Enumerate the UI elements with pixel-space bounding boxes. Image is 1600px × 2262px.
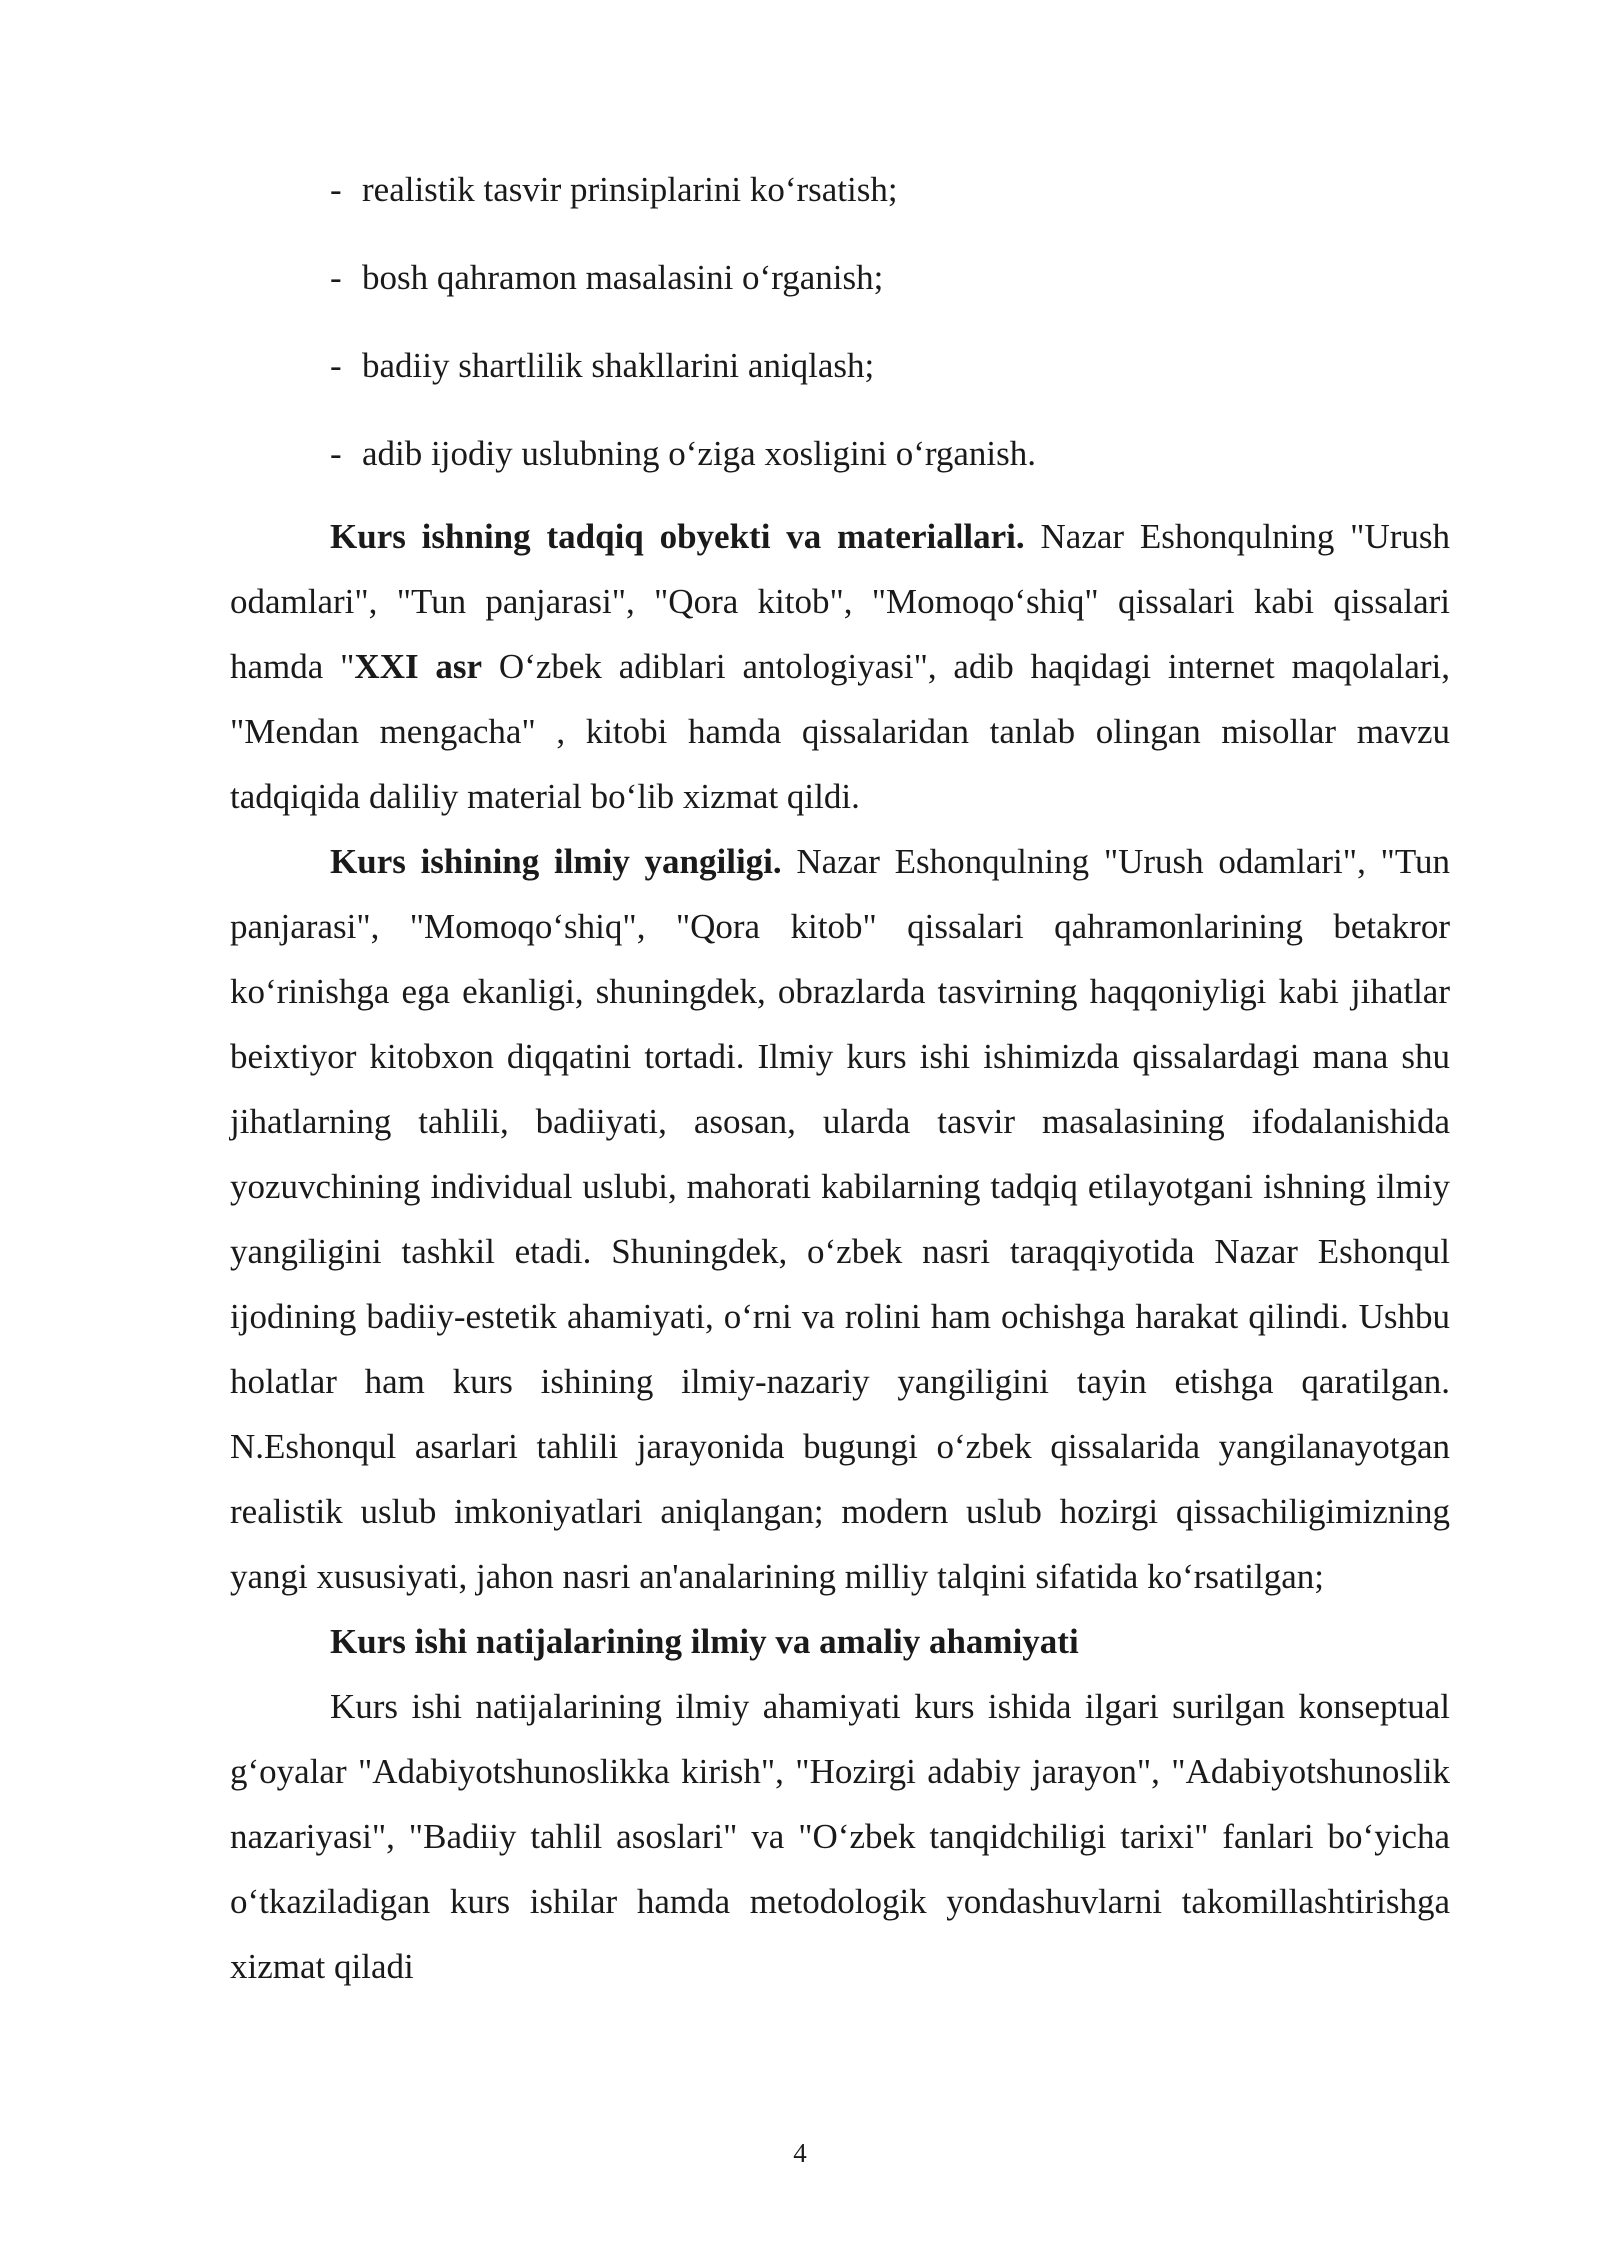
research-object-text-a: Nazar Eshonqulning "Urush odamlari", "Tun panjarasi", "Qora kitob", "Momoqoʻshiq" qissalari kabi qissalari hamda " [230,517,1450,686]
list-item [230,248,1450,336]
novelty-text: Nazar Eshonqulning "Urush odamlari", "Tun panjarasi", "Momoqoʻshiq", "Qora kitob" qissalari qahramonlarining betakror koʻrinishga ega ekanligi, shuningdek, obrazlarda tasvirning haqqoniyligi kabi jihatlar beixtiyor kitobxon diqqatini tortadi. Ilmiy kurs ishi ishimizda qissalardagi mana shu jihatlarning tahlili, badiiyati, asosan, ularda tasvir masalasining ifodalanishida yozuvchining individual uslubi, mahorati kabilarning tadqiq etilayotgani ishning ilmiy yangiligini tashkil etadi. Shuningdek, oʻzbek nasri taraqqiyotida Nazar Eshonqul ijodining badiiy-estetik ahamiyati, oʻrni va rolini ham ochishga harakat qilindi. Ushbu holatlar ham kurs ishining ilmiy-nazariy yangiligini tayin etishga qaratilgan. N.Eshonqul asarlari tahlili jarayonida bugungi oʻzbek qissalarida yangilanayotgan realistik uslub imkoniyatlari aniqlangan; modern uslub hozirgi qissachiligimizning yangi xususiyati, jahon nasri an'analarining milliy talqini sifatida koʻrsatilgan; [230,842,1450,1596]
list-item-text: badiiy shartlilik shakllarini aniqlash; [362,346,875,385]
bullet-dash: - [330,170,342,209]
list-item-text: adib ijodiy uslubning oʻziga xosligini oʻrganish. [362,434,1037,473]
significance-heading: Kurs ishi natijalarining ilmiy va amaliy ahamiyati [330,1622,1079,1661]
significance-paragraph: Kurs ishi natijalarining ilmiy ahamiyati kurs ishida ilgari surilgan konseptual gʻoyalar "Adabiyotshunoslikka kirish", "Hozirgi adabiy jarayon", "Adabiyotshunoslik nazariyasi", "Badiiy tahlil asoslari" va "Oʻzbek tanqidchiligi tarixi" fanlari boʻyicha oʻtkaziladigan kurs ishilar hamda metodologik yondashuvlarni takomillashtirishga xizmat qiladi [230,1687,1450,1986]
list-item-text: realistik tasvir prinsiplarini koʻrsatish; [362,170,898,209]
bullet-dash: - [330,258,342,297]
list-item [230,160,1450,248]
research-object-bold-mid: XXI asr [354,647,483,686]
bullet-dash: - [330,434,342,473]
research-object-text-b: Oʻzbek adiblari antologiyasi", adib haqidagi internet maqolalari, "Mendan mengacha" , kitobi hamda qissalaridan tanlab olingan misollar mavzu tadqiqida daliliy material boʻlib xizmat qildi. [230,647,1451,816]
page-number: 4 [793,2138,807,2168]
novelty-paragraph [230,829,1450,1609]
list-item [230,336,1450,424]
research-object-paragraph [230,504,1450,829]
list-item [230,424,1450,504]
list-item-text: bosh qahramon masalasini oʻrganish; [362,258,884,297]
page-content [230,160,1450,1999]
bullet-dash: - [330,346,342,385]
research-object-heading: Kurs ishning tadqiq obyekti va materiallari. [330,517,1025,556]
novelty-heading: Kurs ishining ilmiy yangiligi. [330,842,782,881]
